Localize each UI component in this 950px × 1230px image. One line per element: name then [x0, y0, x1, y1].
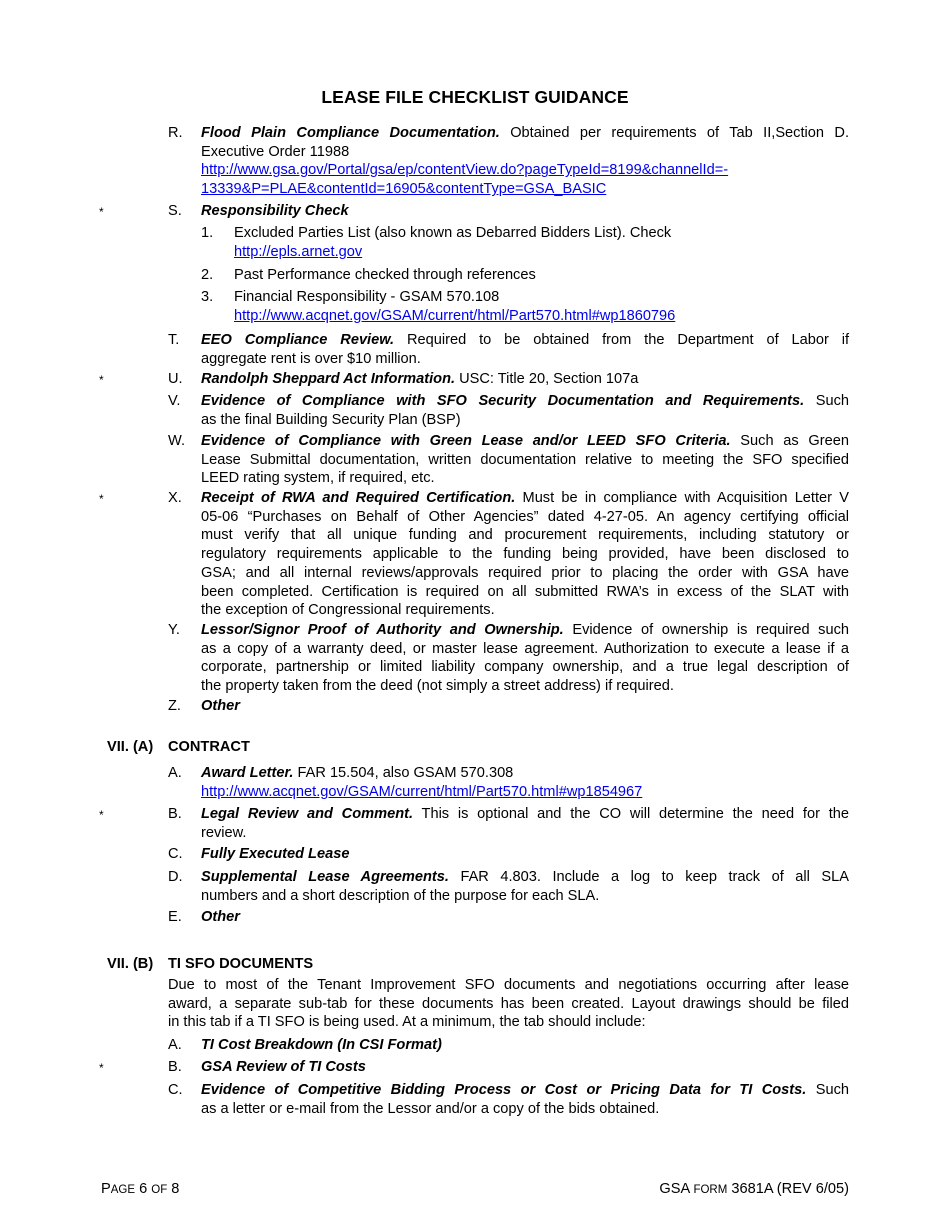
item-text: LEED rating system, if required, etc. [201, 470, 435, 487]
item-body [201, 1081, 849, 1118]
sub-text: Past Performance checked through references [234, 267, 536, 283]
item-letter: U. [168, 371, 183, 387]
item-body [201, 1036, 849, 1055]
item-title: GSA Review of TI Costs [201, 1059, 366, 1075]
footer-text: AGE [110, 1184, 136, 1196]
section-number: VII. (B) [107, 956, 154, 972]
item-body [201, 764, 849, 801]
sub-number: 3. [201, 289, 214, 305]
section-intro-paragraph [168, 976, 849, 1032]
item-text: as a copy of a warranty deed, or master lease agreement. Authorization to execute a lease if a [201, 640, 849, 657]
item-letter: A. [168, 1037, 182, 1053]
item-letter: C. [168, 1082, 183, 1098]
item-body [201, 868, 849, 905]
item-text: Obtained per requirements of Tab II,Section D. [499, 125, 850, 141]
asterisk-mark: * [99, 492, 104, 506]
item-letter: W. [168, 433, 186, 449]
item-body [201, 370, 849, 389]
item-text: FAR 4.803. Include a log to keep track of all SLA [448, 869, 849, 885]
form-number [659, 1181, 849, 1197]
page-title: LEASE FILE CHECKLIST GUIDANCE [321, 87, 629, 107]
item-title: Other [201, 698, 240, 714]
item-title: Award Letter. [201, 765, 294, 781]
item-title: Supplemental Lease Agreements. [201, 869, 449, 885]
item-text: Evidence of ownership is required such [563, 622, 850, 638]
link[interactable]: http://epls.arnet.gov [234, 243, 363, 260]
item-text: Executive Order 11988 [201, 143, 350, 160]
link[interactable]: http://www.acqnet.gov/GSAM/current/html/Part570.html#wp1854967 [201, 783, 643, 800]
item-title: Responsibility Check [201, 203, 349, 219]
sub-number: 2. [201, 267, 214, 283]
item-text: Lease Submittal documentation, written documentation relative to meeting the SFO specified [201, 451, 849, 468]
item-title: Evidence of Compliance with SFO Security Documentation and Requirements. [201, 393, 805, 409]
link[interactable]: 13339&P=PLAE&contentId=16905&contentType=GSA_BASIC [201, 181, 607, 198]
item-letter: C. [168, 846, 183, 862]
item-text: Such as Green [730, 433, 849, 449]
item-letter: Y. [168, 622, 180, 638]
item-text: as a letter or e-mail from the Lessor and/or a copy of the bids obtained. [201, 1100, 660, 1117]
sub-text: Excluded Parties List (also known as Debarred Bidders List). Check [234, 225, 672, 241]
item-body [201, 124, 849, 199]
sub-number: 1. [201, 225, 214, 241]
item-title: EEO Compliance Review. [201, 332, 395, 348]
item-letter: R. [168, 125, 183, 141]
item-title: Lessor/Signor Proof of Authority and Ownership. [201, 622, 564, 638]
section-number: VII. (A) [107, 739, 154, 755]
link[interactable]: http://www.gsa.gov/Portal/gsa/ep/contentView.do?pageTypeId=8199&channelId=- [201, 162, 729, 179]
item-letter: V. [168, 393, 181, 409]
item-title: Other [201, 909, 240, 925]
item-title: Evidence of Competitive Bidding Process or Cost or Pricing Data for TI Costs. [201, 1082, 807, 1098]
item-title: Randolph Sheppard Act Information. [201, 371, 456, 387]
item-body [201, 845, 849, 864]
section-title: CONTRACT [168, 739, 250, 755]
asterisk-mark: * [99, 205, 104, 219]
item-title: TI Cost Breakdown (In CSI Format) [201, 1037, 442, 1053]
footer-text: 8 [167, 1181, 180, 1197]
item-letter: Z. [168, 698, 181, 714]
item-text: Must be in compliance with Acquisition Letter V [515, 490, 849, 506]
item-body [201, 392, 849, 429]
item-text: Such [804, 393, 849, 409]
item-text: must verify that all unique funding and procurement requirements, including statutory or [201, 527, 849, 544]
sub-text: Financial Responsibility - GSAM 570.108 [234, 289, 500, 305]
item-letter: D. [168, 869, 183, 885]
section-title: TI SFO DOCUMENTS [168, 956, 314, 972]
item-body [201, 908, 849, 927]
item-text: 05-06 “Purchases on Behalf of Other Agencies” dated 4-27-05. An agency certifying official [201, 508, 849, 525]
item-text: This is optional and the CO will determine the need for the [413, 806, 849, 822]
paragraph-line: in this tab if a TI SFO is being used. At a minimum, the tab should include: [168, 1014, 646, 1031]
item-text: Such [806, 1082, 849, 1098]
item-text: USC: Title 20, Section 107a [455, 371, 639, 387]
paragraph-line: Due to most of the Tenant Improvement SFO documents and negotiations occurring after lease [168, 977, 849, 993]
item-text: corporate, partnership or limited liability company ownership, and a true legal description of [201, 659, 849, 676]
item-body [201, 331, 849, 368]
item-text: the exception of Congressional requirements. [201, 602, 495, 619]
item-title: Legal Review and Comment. [201, 806, 414, 822]
asterisk-mark: * [99, 808, 104, 822]
item-title: Flood Plain Compliance Documentation. [201, 125, 500, 141]
item-letter: B. [168, 1059, 182, 1075]
item-text: review. [201, 824, 247, 841]
item-letter: B. [168, 806, 182, 822]
item-text: been completed. Certification is required on all submitted RWA’s in excess of the SLAT with [201, 583, 849, 600]
footer-text: 6 [135, 1181, 152, 1197]
item-text: numbers and a short description of the purpose for each SLA. [201, 887, 600, 904]
item-body [201, 621, 849, 696]
asterisk-mark: * [99, 373, 104, 387]
item-title: Evidence of Compliance with Green Lease and/or LEED SFO Criteria. [201, 433, 731, 449]
item-text: aggregate rent is over $10 million. [201, 350, 421, 367]
item-body [201, 805, 849, 842]
item-letter: X. [168, 490, 182, 506]
page-number [101, 1181, 179, 1197]
item-title: Receipt of RWA and Required Certification. [201, 490, 516, 506]
link[interactable]: http://www.acqnet.gov/GSAM/current/html/Part570.html#wp1860796 [234, 307, 676, 324]
item-title: Fully Executed Lease [201, 846, 350, 862]
item-text: regulatory requirements applicable to the funding being provided, have been disclosed to [201, 546, 849, 563]
item-body [201, 697, 849, 716]
item-letter: E. [168, 909, 182, 925]
item-text: as the final Building Security Plan (BSP) [201, 411, 461, 428]
asterisk-mark: * [99, 1061, 104, 1075]
item-letter: S. [168, 203, 182, 219]
footer-text: 3681A (REV 6/05) [727, 1181, 849, 1197]
item-text: GSA; and all internal reviews/approvals required prior to placing the order with GSA have [201, 564, 849, 581]
sub-body [234, 224, 849, 261]
footer-text: OF [151, 1184, 168, 1196]
item-text: FAR 15.504, also GSAM 570.308 [293, 765, 514, 781]
item-body [201, 202, 849, 221]
item-body [201, 1058, 849, 1077]
item-letter: A. [168, 765, 182, 781]
footer-text: GSA [659, 1181, 694, 1197]
item-letter: T. [168, 332, 180, 348]
footer-text: P [101, 1181, 111, 1197]
paragraph-line: award, a separate sub-tab for these documents has been created. Layout drawings should be filed [168, 995, 849, 1012]
item-text: the property taken from the deed (not simply a street address) if required. [201, 678, 674, 695]
item-body [201, 432, 849, 488]
item-text: Required to be obtained from the Department of Labor if [394, 332, 850, 348]
sub-body [234, 266, 849, 285]
sub-body [234, 288, 849, 325]
item-body [201, 489, 849, 620]
footer-text: FORM [693, 1184, 728, 1196]
